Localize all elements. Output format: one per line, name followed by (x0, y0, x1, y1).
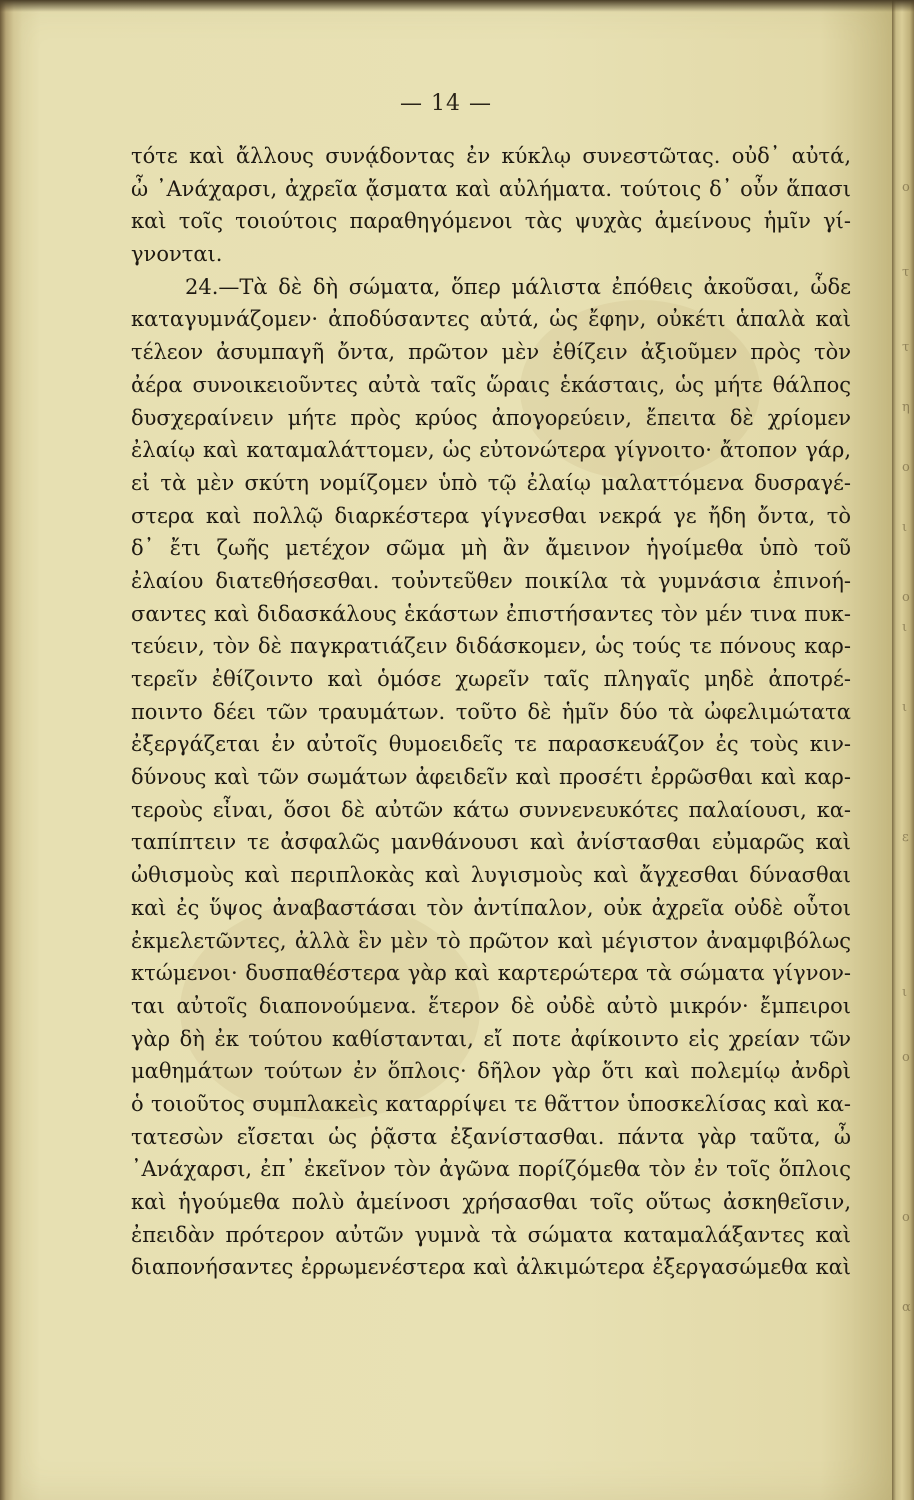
text-line: τότε καὶ ἄλλους συνᾴδοντας ἐν κύκλῳ συνεστῶτας. οὐδ᾽ αὐτά, (131, 144, 851, 168)
text-line: κτώμενοι· δυσπαθέστερα γὰρ καὶ καρτερώτερα τὰ σώματα γίγνον- (131, 961, 851, 986)
book-spine (892, 0, 914, 1500)
text-line: ταπίπτειν τε ἀσφαλῶς μανθάνουσι καὶ ἀνίστασθαι εὐμαρῶς καὶ (131, 830, 851, 855)
spine-letter: ι (902, 700, 908, 715)
text-line: διαπονήσαντες ἐρρωμενέστερα καὶ ἀλκιμώτερα ἐξεργασώμεθα καὶ (131, 1255, 851, 1280)
text-line: ἐλαίῳ καὶ καταμαλάττομεν, ὡς εὐτονώτερα γίγνοιτο· ἄτοπον γάρ, (131, 438, 851, 463)
body-text (131, 140, 851, 1284)
spine-letter: α (902, 1300, 911, 1315)
text-line: δυσχεραίνειν μήτε πρὸς κρύος ἀπογορεύειν, ἔπειτα δὲ χρίομεν (131, 405, 851, 430)
text-line: ἐπειδὰν πρότερον αὐτῶν γυμνὰ τὰ σώματα καταμαλάξαντες καὶ (131, 1222, 851, 1247)
page-left-edge (0, 0, 22, 1500)
page-number: — 14 — (400, 91, 492, 116)
text-line: ᾽Ανάχαρσι, ἐπ᾽ ἐκεῖνον τὸν ἀγῶνα πορίζόμεθα τὸν ἐν τοῖς ὅπλοις (131, 1157, 851, 1182)
text-line: εἰ τὰ μὲν σκύτη νομίζομεν ὑπὸ τῷ ἐλαίῳ μαλαττόμενα δυσραγέ- (131, 470, 851, 495)
text-line: στερα καὶ πολλῷ διαρκέστερα γίγνεσθαι νεκρά γε ἤδη ὄντα, τὸ (131, 503, 851, 528)
spine-letter: ο (902, 590, 910, 605)
text-line: σαντες καὶ διδασκάλους ἑκάστων ἐπιστήσαντες τὸν μέν τινα πυκ- (131, 601, 851, 626)
text-line: ἐκμελετῶντες, ἀλλὰ ἓν μὲν τὸ πρῶτον καὶ μέγιστον ἀναμφιβόλως (131, 928, 851, 953)
text-line: δ᾽ ἔτι ζωῆς μετέχον σῶμα μὴ ἂν ἄμεινον ἡγοίμεθα ὑπὸ τοῦ (131, 536, 851, 561)
text-line: ται αὐτοῖς διαπονούμενα. ἕτερον δὲ οὐδὲ αὐτὸ μικρόν· ἔμπειροι (131, 993, 851, 1018)
spine-letter: η (902, 400, 910, 415)
text-line: γὰρ δὴ ἐκ τούτου καθίστανται, εἴ ποτε ἀφίκοιντο εἰς χρείαν τῶν (131, 1026, 851, 1051)
text-line: μαθημάτων τούτων ἐν ὅπλοις· δῆλον γὰρ ὅτι καὶ πολεμίῳ ἀνδρὶ (131, 1059, 851, 1084)
text-line: ἀέρα συνοικειοῦντες αὐτὰ ταῖς ὥραις ἑκάσταις, ὡς μήτε θάλπος (131, 372, 851, 397)
text-line: ἐλαίου διατεθήσεσθαι. τοὐντεῦθεν ποικίλα τὰ γυμνάσια ἐπινοή- (131, 568, 851, 593)
text-line: τερεῖν ἐθίζοιντο καὶ ὁμόσε χωρεῖν ταῖς πληγαῖς μηδὲ ἀποτρέ- (131, 667, 851, 691)
scan-top-shadow (0, 0, 914, 12)
text-line: ὦ ᾽Ανάχαρσι, ἀχρεῖα ᾄσματα καὶ αὐλήματα. τούτοις δ᾽ οὖν ἅπασι (131, 176, 851, 201)
text-line: τατεσὼν εἴσεται ὡς ῥᾷστα ἐξανίστασθαι. πάντα γὰρ ταῦτα, ὦ (131, 1124, 851, 1149)
spine-letter: τ (902, 265, 910, 280)
text-line: 24.—Τὰ δὲ δὴ σώματα, ὅπερ μάλιστα ἐπόθεις ἀκοῦσαι, ὧδε (185, 274, 851, 299)
spine-letter: ο (902, 1210, 910, 1225)
spine-letter: ο (902, 460, 910, 475)
text-line: ποιντο δέει τῶν τραυμάτων. τοῦτο δὲ ἡμῖν δύο τὰ ὠφελιμώτατα (131, 699, 851, 724)
spine-letter: τ (902, 340, 910, 355)
spine-letter: ο (902, 180, 910, 195)
text-line: καὶ ἐς ὕψος ἀναβαστάσαι τὸν ἀντίπαλον, οὐκ ἀχρεῖα οὐδὲ οὗτοι (131, 895, 851, 920)
text-line: γνονται. (131, 242, 223, 267)
text-line: ὠθισμοὺς καὶ περιπλοκὰς καὶ λυγισμοὺς καὶ ἄγχεσθαι δύνασθαι (131, 863, 851, 888)
spine-letter: ε (902, 830, 909, 845)
spine-letter: ο (902, 1050, 910, 1065)
text-line: ἐξεργάζεται ἐν αὐτοῖς θυμοειδεῖς τε παρασκευάζον ἐς τοὺς κιν- (131, 732, 851, 757)
text-line: τέλεον ἀσυμπαγῆ ὄντα, πρῶτον μὲν ἐθίζειν ἀξιοῦμεν πρὸς τὸν (131, 340, 851, 365)
text-line: καταγυμνάζομεν· ἀποδύσαντες αὐτά, ὡς ἔφην, οὐκέτι ἁπαλὰ καὶ (131, 307, 851, 332)
spine-letter: ι (902, 520, 908, 535)
text-line: τεροὺς εἶναι, ὅσοι δὲ αὐτῶν κάτω συννενευκότες παλαίουσι, κα- (131, 797, 851, 822)
text-line: καὶ ἡγούμεθα πολὺ ἀμείνοσι χρήσασθαι τοῖς οὕτως ἀσκηθεῖσιν, (131, 1190, 851, 1214)
text-line: ὁ τοιοῦτος συμπλακεὶς καταρρίψει τε θᾶττον ὑποσκελίσας καὶ κα- (131, 1091, 851, 1116)
text-line: δύνους καὶ τῶν σωμάτων ἀφειδεῖν καὶ προσέτι ἐρρῶσθαι καὶ καρ- (131, 765, 851, 790)
text-line: καὶ τοῖς τοιούτοις παραθηγόμενοι τὰς ψυχὰς ἀμείνους ἡμῖν γί- (131, 209, 851, 234)
spine-letter: ι (902, 620, 908, 635)
text-line: τεύειν, τὸν δὲ παγκρατιάζειν διδάσκομεν, ὡς τούς τε πόνους καρ- (131, 634, 851, 659)
spine-letter: ι (902, 985, 908, 1000)
